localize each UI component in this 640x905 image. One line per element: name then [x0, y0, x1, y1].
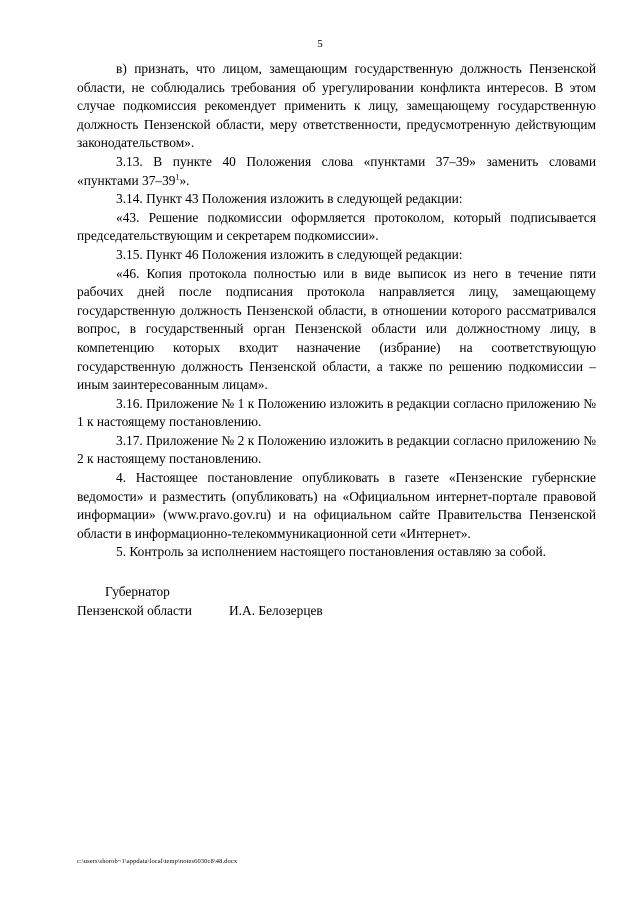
paragraph-43-quote: «43. Решение подкомиссии оформляется протоколом, который подписывается председательствующим и секретарем подкомиссии». — [77, 209, 596, 244]
paragraph-3-14: 3.14. Пункт 43 Положения изложить в следующей редакции: — [116, 191, 463, 207]
paragraph-4: 4. Настоящее постановление опубликовать в газете «Пензенские губернские ведомости» и разместить (опубликовать) на «Официальном интернет-портале правовой информации» (www.pravo.gov.ru) и на официальном сайте Правительства Пензенской области в информационно-телекоммуникационной сети «Интернет». — [77, 470, 596, 541]
paragraph-3-12v: в) признать, что лицом, замещающим государственную должность Пензенской области, не соблюдались требования об урегулировании конфликта интересов. В этом случае подкомиссия рекомендует применить к лицу, замещающему государственную должность Пензенской области, меру ответственности, предусмотренную действующим законодательством». — [77, 61, 596, 151]
paragraph-3-13 — [77, 153, 596, 190]
paragraph-46-quote: «46. Копия протокола полностью или в виде выписок из него в течение пяти рабочих дней после подписания протокола направляется лицу, замещающему государственную должность Пензенской области, в отношении которого рассматривался вопрос, в государственный орган Пензенской области или должностному лицу, в компетенцию которых входит назначение (избрание) на соответствующую государственную должность Пензенской области, а также по решению подкомиссии – иным заинтересованным лицам». — [77, 265, 596, 393]
paragraph-5: 5. Контроль за исполнением настоящего постановления оставляю за собой. — [116, 544, 547, 560]
paragraph-3-13-end: ». — [179, 172, 190, 188]
superscript: 1 — [175, 172, 180, 182]
footer-file-path: c:\users\shorob~1\appdata\local\temp\notes6030c8\48.docx — [77, 858, 238, 865]
signature-name: И.А. Белозерцев — [229, 603, 323, 618]
signature-title-line1: Губернатор — [105, 584, 170, 599]
signature-block — [77, 582, 323, 620]
paragraph-3-15: 3.15. Пункт 46 Положения изложить в следующей редакции: — [116, 246, 463, 262]
signature-title-line2: Пензенской области — [77, 603, 192, 618]
paragraph-3-13-text: 3.13. В пункте 40 Положения слова «пунктами 37–39» заменить словами «пунктами 37–39 — [77, 153, 596, 188]
page-number: 5 — [317, 38, 323, 50]
paragraph-3-16: 3.16. Приложение № 1 к Положению изложить в редакции согласно приложению № 1 к настоящему постановлению. — [77, 395, 596, 430]
signature-row — [77, 601, 323, 620]
paragraph-3-17: 3.17. Приложение № 2 к Положению изложить в редакции согласно приложению № 2 к настоящему постановлению. — [77, 432, 596, 467]
document-body — [77, 60, 596, 562]
